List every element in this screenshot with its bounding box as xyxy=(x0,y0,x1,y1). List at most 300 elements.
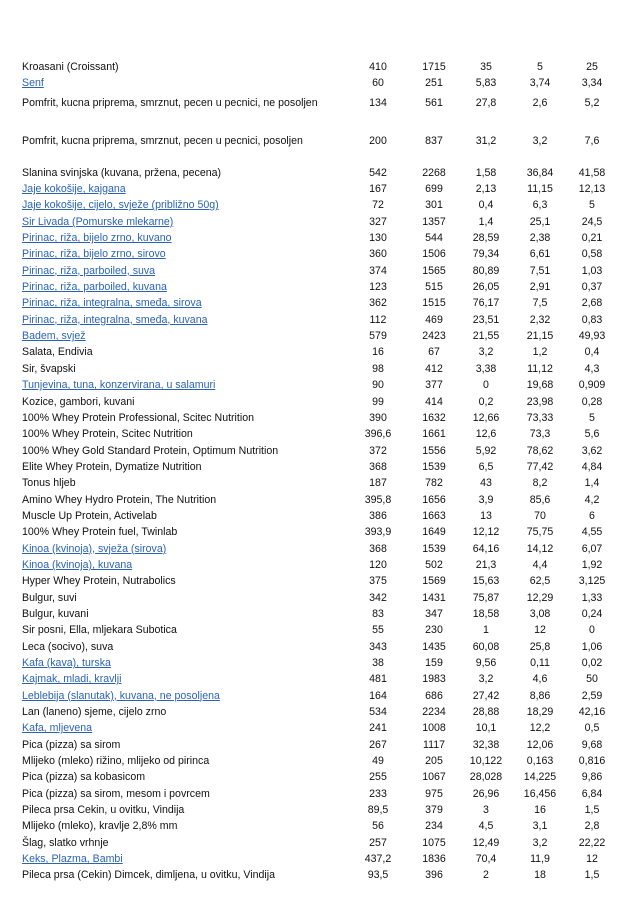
value-cell-col4: 2,6 xyxy=(532,96,548,109)
value-cell-col5: 9,86 xyxy=(581,771,603,784)
value-cell-col4: 19,68 xyxy=(526,379,554,392)
value-cell-col1: 374 xyxy=(369,264,387,277)
value-cell-col5: 9,68 xyxy=(581,738,603,751)
value-cell-col4: 3,08 xyxy=(529,607,551,620)
value-cell-col5: 3,125 xyxy=(578,575,606,588)
food-name: Mlijeko (mleko), kravlje 2,8% mm xyxy=(22,820,178,833)
food-name: Sir posni, Ella, mljekara Subotica xyxy=(22,624,177,637)
value-cell-col2: 1663 xyxy=(422,509,446,522)
value-cell-col2: 301 xyxy=(425,199,443,212)
value-cell-col1: 98 xyxy=(372,362,384,375)
value-cell-col2: 1515 xyxy=(422,297,446,310)
value-cell-col1: 534 xyxy=(369,706,387,719)
value-cell-col3: 0 xyxy=(483,379,489,392)
table-row xyxy=(22,197,614,213)
value-cell-col4: 0,163 xyxy=(526,755,554,768)
value-cell-col1: 241 xyxy=(369,722,387,735)
food-name-link[interactable]: Jaje kokošije, kajgana xyxy=(22,183,126,196)
table-row xyxy=(22,328,614,344)
table-row xyxy=(22,361,614,377)
value-cell-col4: 12,2 xyxy=(529,722,551,735)
value-cell-col3: 13 xyxy=(480,509,492,522)
value-cell-col4: 4,4 xyxy=(532,558,548,571)
value-cell-col5: 0,4 xyxy=(584,346,600,359)
table-row xyxy=(22,671,614,687)
value-cell-col4: 6,3 xyxy=(532,199,548,212)
value-cell-col2: 1569 xyxy=(422,575,446,588)
value-cell-col5: 4,84 xyxy=(581,460,603,473)
food-name-link[interactable]: Keks, Plazma, Bambi xyxy=(22,853,123,866)
value-cell-col3: 1 xyxy=(483,624,489,637)
table-row xyxy=(22,214,614,230)
value-cell-col2: 67 xyxy=(428,346,440,359)
table-row xyxy=(22,606,614,622)
table-row xyxy=(22,410,614,426)
food-name: Pica (pizza) sa sirom xyxy=(22,738,121,751)
value-cell-col2: 782 xyxy=(425,477,443,490)
value-cell-col5: 0,24 xyxy=(581,607,603,620)
food-name-link[interactable]: Pirinac, riža, bijelo zrno, kuvano xyxy=(22,232,172,245)
value-cell-col1: 89,5 xyxy=(367,804,389,817)
food-name: Elite Whey Protein, Dymatize Nutrition xyxy=(22,460,202,473)
value-cell-col5: 5 xyxy=(589,411,595,424)
table-row xyxy=(22,181,614,197)
food-name: Bulgur, suvi xyxy=(22,591,77,604)
value-cell-col4: 25,8 xyxy=(529,640,551,653)
value-cell-col3: 28,88 xyxy=(472,706,500,719)
food-name: Bulgur, kuvani xyxy=(22,607,89,620)
table-row xyxy=(22,443,614,459)
table-row xyxy=(22,737,614,753)
value-cell-col1: 267 xyxy=(369,738,387,751)
value-cell-col3: 1,58 xyxy=(475,166,497,179)
table-row xyxy=(22,590,614,606)
table-row xyxy=(22,295,614,311)
value-cell-col3: 6,5 xyxy=(478,460,494,473)
value-cell-col3: 80,89 xyxy=(472,264,500,277)
value-cell-col5: 50 xyxy=(586,673,598,686)
value-cell-col2: 1506 xyxy=(422,248,446,261)
value-cell-col2: 686 xyxy=(425,689,443,702)
value-cell-col3: 31,2 xyxy=(475,134,497,147)
food-name: Pica (pizza) sa kobasicom xyxy=(22,771,146,784)
value-cell-col3: 3,38 xyxy=(475,362,497,375)
value-cell-col1: 395,8 xyxy=(364,493,392,506)
value-cell-col2: 1008 xyxy=(422,722,446,735)
value-cell-col4: 3,2 xyxy=(532,836,548,849)
table-row xyxy=(22,786,614,802)
value-cell-col1: 120 xyxy=(369,558,387,571)
value-cell-col5: 4,55 xyxy=(581,526,603,539)
table-row xyxy=(22,704,614,720)
value-cell-col4: 7,51 xyxy=(529,264,551,277)
food-name-link[interactable]: Pirinac, riža, integralna, smeđa, kuvana xyxy=(22,313,208,326)
value-cell-col2: 975 xyxy=(425,787,443,800)
value-cell-col4: 73,33 xyxy=(526,411,554,424)
value-cell-col3: 12,66 xyxy=(472,411,500,424)
value-cell-col5: 4,2 xyxy=(584,493,600,506)
value-cell-col4: 11,15 xyxy=(527,183,553,196)
value-cell-col1: 60 xyxy=(372,77,384,90)
value-cell-col4: 8,2 xyxy=(532,477,548,490)
food-name-link[interactable]: Jaje kokošije, cijelo, svježe (približno 50g) xyxy=(22,199,219,212)
value-cell-col1: 257 xyxy=(369,836,387,849)
value-cell-col5: 42,16 xyxy=(578,706,606,719)
value-cell-col3: 2 xyxy=(483,869,489,882)
table-row xyxy=(22,835,614,851)
value-cell-col3: 5,83 xyxy=(475,77,497,90)
value-cell-col3: 28,028 xyxy=(469,771,503,784)
value-cell-col2: 414 xyxy=(425,395,443,408)
food-name-link[interactable]: Badem, svjež xyxy=(22,330,86,343)
value-cell-col1: 56 xyxy=(372,820,384,833)
value-cell-col5: 6 xyxy=(589,509,595,522)
value-cell-col2: 205 xyxy=(425,755,443,768)
table-row xyxy=(22,622,614,638)
food-name-link[interactable]: Kinoa (kvinoja), kuvana xyxy=(22,558,133,571)
table-row xyxy=(22,165,614,181)
value-cell-col5: 0,5 xyxy=(584,722,600,735)
table-row xyxy=(22,475,614,491)
value-cell-col5: 2,68 xyxy=(581,297,603,310)
value-cell-col5: 2,8 xyxy=(584,820,600,833)
value-cell-col1: 255 xyxy=(369,771,387,784)
value-cell-col4: 16 xyxy=(534,804,546,817)
value-cell-col2: 2234 xyxy=(422,706,446,719)
value-cell-col2: 1836 xyxy=(422,853,446,866)
table-row xyxy=(22,524,614,540)
value-cell-col4: 14,225 xyxy=(523,771,557,784)
food-name: Muscle Up Protein, Activelab xyxy=(22,509,157,522)
value-cell-col3: 43 xyxy=(480,477,492,490)
food-name: 100% Whey Gold Standard Protein, Optimum Nutrition xyxy=(22,444,279,457)
value-cell-col2: 544 xyxy=(425,232,443,245)
value-cell-col4: 11,12 xyxy=(527,362,553,375)
table-row xyxy=(22,394,614,410)
value-cell-col5: 6,84 xyxy=(581,787,603,800)
value-cell-col2: 2268 xyxy=(422,166,446,179)
value-cell-col2: 1539 xyxy=(422,542,446,555)
table-row xyxy=(22,59,614,75)
value-cell-col4: 77,42 xyxy=(526,460,554,473)
value-cell-col4: 1,2 xyxy=(532,346,548,359)
value-cell-col3: 10,122 xyxy=(469,755,503,768)
value-cell-col5: 0,83 xyxy=(581,313,603,326)
value-cell-col5: 1,06 xyxy=(581,640,603,653)
value-cell-col2: 230 xyxy=(425,624,443,637)
value-cell-col3: 75,87 xyxy=(472,591,500,604)
value-cell-col3: 21,55 xyxy=(472,330,500,343)
food-name-link[interactable]: Kafa, mljevena xyxy=(22,722,93,735)
value-cell-col3: 64,16 xyxy=(472,542,500,555)
value-cell-col1: 167 xyxy=(369,183,387,196)
value-cell-col1: 164 xyxy=(369,689,387,702)
table-row xyxy=(22,720,614,736)
table-row xyxy=(22,639,614,655)
value-cell-col1: 386 xyxy=(369,509,387,522)
value-cell-col1: 130 xyxy=(369,232,387,245)
value-cell-col5: 1,5 xyxy=(584,869,600,882)
food-name-link[interactable]: Pirinac, riža, bijelo zrno, sirovo xyxy=(22,248,166,261)
value-cell-col5: 2,59 xyxy=(581,689,603,702)
value-cell-col5: 0,909 xyxy=(578,379,606,392)
value-cell-col3: 3,2 xyxy=(478,673,494,686)
food-name-link[interactable]: Pirinac, riža, parboiled, suva xyxy=(22,264,156,277)
value-cell-col4: 78,62 xyxy=(526,444,554,457)
table-row xyxy=(22,92,614,130)
value-cell-col3: 35 xyxy=(480,61,492,73)
value-cell-col1: 390 xyxy=(369,411,387,424)
value-cell-col3: 26,96 xyxy=(472,787,500,800)
value-cell-col5: 1,5 xyxy=(584,804,600,817)
food-name: Hyper Whey Protein, Nutrabolics xyxy=(22,575,176,588)
value-cell-col1: 579 xyxy=(369,330,387,343)
table-row xyxy=(22,279,614,295)
value-cell-col2: 1357 xyxy=(422,215,446,228)
food-name: Leca (socivo), suva xyxy=(22,640,114,653)
value-cell-col3: 12,12 xyxy=(472,526,500,539)
value-cell-col2: 515 xyxy=(425,281,443,294)
food-name: Šlag, slatko vrhnje xyxy=(22,836,109,849)
table-row xyxy=(22,344,614,360)
value-cell-col3: 79,34 xyxy=(472,248,500,261)
value-cell-col1: 342 xyxy=(369,591,387,604)
value-cell-col1: 375 xyxy=(369,575,387,588)
table-row xyxy=(22,541,614,557)
value-cell-col2: 234 xyxy=(425,820,443,833)
value-cell-col4: 12,29 xyxy=(526,591,554,604)
value-cell-col2: 159 xyxy=(425,657,443,669)
value-cell-col2: 379 xyxy=(425,804,443,817)
value-cell-col1: 93,5 xyxy=(367,869,389,882)
food-name: 100% Whey Protein Professional, Scitec Nutrition xyxy=(22,411,254,424)
table-row xyxy=(22,459,614,475)
value-cell-col1: 481 xyxy=(369,673,387,686)
value-cell-col3: 60,08 xyxy=(472,640,500,653)
value-cell-col1: 343 xyxy=(369,640,387,653)
table-row xyxy=(22,263,614,279)
value-cell-col4: 25,1 xyxy=(529,215,551,228)
table-row xyxy=(22,377,614,393)
food-name: Amino Whey Hydro Protein, The Nutrition xyxy=(22,493,217,506)
value-cell-col5: 0,37 xyxy=(581,281,603,294)
value-cell-col1: 410 xyxy=(369,61,387,73)
value-cell-col5: 0,02 xyxy=(581,657,603,669)
value-cell-col4: 6,61 xyxy=(529,248,551,261)
food-name-link[interactable]: Tunjevina, tuna, konzervirana, u salamuri xyxy=(22,379,216,392)
value-cell-col2: 396 xyxy=(425,869,443,882)
value-cell-col4: 36,84 xyxy=(526,166,554,179)
value-cell-col1: 83 xyxy=(372,607,384,620)
table-row xyxy=(22,492,614,508)
value-cell-col2: 1431 xyxy=(422,591,446,604)
value-cell-col2: 1649 xyxy=(422,526,446,539)
value-cell-col2: 1715 xyxy=(422,61,446,73)
value-cell-col1: 437,2 xyxy=(364,853,392,866)
table-row xyxy=(22,312,614,328)
value-cell-col1: 55 xyxy=(372,624,384,637)
value-cell-col1: 112 xyxy=(369,313,387,326)
value-cell-col3: 21,3 xyxy=(475,558,497,571)
value-cell-col2: 1656 xyxy=(422,493,446,506)
value-cell-col5: 3,62 xyxy=(581,444,603,457)
value-cell-col3: 9,56 xyxy=(475,657,497,669)
value-cell-col4: 18 xyxy=(534,869,546,882)
value-cell-col2: 561 xyxy=(425,96,443,109)
value-cell-col3: 23,51 xyxy=(472,313,500,326)
value-cell-col1: 362 xyxy=(369,297,387,310)
value-cell-col3: 2,13 xyxy=(475,183,497,196)
value-cell-col1: 90 xyxy=(372,379,384,392)
value-cell-col4: 18,29 xyxy=(526,706,554,719)
food-name: Salata, Endivia xyxy=(22,346,93,359)
value-cell-col1: 200 xyxy=(369,134,387,147)
value-cell-col3: 27,8 xyxy=(475,96,497,109)
value-cell-col1: 99 xyxy=(372,395,384,408)
table-row xyxy=(22,818,614,834)
value-cell-col3: 3,2 xyxy=(478,346,494,359)
food-name-link[interactable]: Pirinac, riža, integralna, smeđa, sirova xyxy=(22,297,202,310)
value-cell-col3: 12,49 xyxy=(472,836,500,849)
value-cell-col1: 368 xyxy=(369,542,387,555)
value-cell-col4: 0,11 xyxy=(530,657,550,669)
value-cell-col1: 393,9 xyxy=(364,526,392,539)
value-cell-col5: 41,58 xyxy=(578,166,606,179)
table-row xyxy=(22,557,614,573)
value-cell-col3: 15,63 xyxy=(472,575,500,588)
value-cell-col5: 0,816 xyxy=(578,755,606,768)
food-name: Pica (pizza) sa sirom, mesom i povrcem xyxy=(22,787,210,800)
value-cell-col4: 21,15 xyxy=(526,330,554,343)
value-cell-col2: 1983 xyxy=(422,673,446,686)
value-cell-col4: 3,74 xyxy=(529,77,551,90)
food-name-link[interactable]: Kafa (kava), turska xyxy=(22,657,111,669)
value-cell-col5: 0 xyxy=(589,624,595,637)
table-row xyxy=(22,426,614,442)
value-cell-col5: 7,6 xyxy=(584,134,600,147)
food-name: Kroasani (Croissant) xyxy=(22,61,119,73)
value-cell-col4: 23,98 xyxy=(526,395,554,408)
value-cell-col1: 368 xyxy=(369,460,387,473)
value-cell-col3: 27,42 xyxy=(472,689,500,702)
value-cell-col3: 5,92 xyxy=(475,444,497,457)
value-cell-col5: 24,5 xyxy=(581,215,603,228)
value-cell-col3: 28,59 xyxy=(472,232,500,245)
value-cell-col5: 5,6 xyxy=(584,428,600,441)
table-row xyxy=(22,130,614,165)
table-row xyxy=(22,508,614,524)
food-name-link[interactable]: Kajmak, mladi, kravlji xyxy=(22,673,122,686)
table-row xyxy=(22,867,614,883)
value-cell-col5: 4,3 xyxy=(584,362,600,375)
value-cell-col2: 1565 xyxy=(422,264,446,277)
value-cell-col1: 16 xyxy=(372,346,384,359)
value-cell-col4: 12,06 xyxy=(526,738,554,751)
value-cell-col4: 11,9 xyxy=(530,853,550,866)
value-cell-col2: 1435 xyxy=(422,640,446,653)
value-cell-col3: 76,17 xyxy=(472,297,500,310)
food-name-link[interactable]: Kinoa (kvinoja), svježa (sirova) xyxy=(22,542,167,555)
food-name: Pileca prsa (Cekin) Dimcek, dimljena, u ovitku, Vindija xyxy=(22,869,275,882)
value-cell-col2: 1075 xyxy=(422,836,446,849)
value-cell-col4: 8,86 xyxy=(529,689,551,702)
table-row xyxy=(22,688,614,704)
value-cell-col1: 134 xyxy=(369,96,387,109)
value-cell-col1: 38 xyxy=(372,657,384,669)
value-cell-col1: 72 xyxy=(372,199,384,212)
value-cell-col5: 12,13 xyxy=(578,183,606,196)
value-cell-col2: 251 xyxy=(425,77,443,90)
value-cell-col3: 32,38 xyxy=(472,738,500,751)
value-cell-col1: 187 xyxy=(369,477,387,490)
value-cell-col4: 73,3 xyxy=(529,428,551,441)
value-cell-col2: 347 xyxy=(425,607,443,620)
value-cell-col4: 12 xyxy=(534,624,546,637)
value-cell-col1: 372 xyxy=(369,444,387,457)
food-name-link[interactable]: Sir Livada (Pomurske mlekarne) xyxy=(22,215,174,228)
value-cell-col4: 70 xyxy=(534,509,546,522)
value-cell-col5: 22,22 xyxy=(578,836,606,849)
value-cell-col5: 49,93 xyxy=(578,330,606,343)
value-cell-col4: 14,12 xyxy=(526,542,554,555)
value-cell-col1: 327 xyxy=(369,215,387,228)
value-cell-col4: 85,6 xyxy=(529,493,551,506)
value-cell-col5: 6,07 xyxy=(581,542,603,555)
value-cell-col2: 699 xyxy=(425,183,443,196)
value-cell-col3: 18,58 xyxy=(472,607,500,620)
food-name: 100% Whey Protein fuel, Twinlab xyxy=(22,526,178,539)
value-cell-col4: 7,5 xyxy=(532,297,548,310)
value-cell-col4: 16,456 xyxy=(523,787,557,800)
value-cell-col4: 2,32 xyxy=(529,313,551,326)
food-name: Slanina svinjska (kuvana, pržena, pecena) xyxy=(22,166,222,179)
value-cell-col5: 0,28 xyxy=(581,395,603,408)
value-cell-col3: 0,2 xyxy=(478,395,494,408)
food-name: Tonus hljeb xyxy=(22,477,76,490)
value-cell-col1: 233 xyxy=(369,787,387,800)
value-cell-col2: 1539 xyxy=(422,460,446,473)
food-name: Lan (laneno) sjeme, cijelo zrno xyxy=(22,706,167,719)
value-cell-col5: 1,4 xyxy=(584,477,600,490)
table-row xyxy=(22,573,614,589)
food-name-link[interactable]: Leblebija (slanutak), kuvana, ne posoljena xyxy=(22,689,220,702)
value-cell-col2: 1556 xyxy=(422,444,446,457)
table-row xyxy=(22,246,614,262)
table-row xyxy=(22,655,614,671)
value-cell-col5: 0,58 xyxy=(581,248,603,261)
value-cell-col2: 2423 xyxy=(422,330,446,343)
value-cell-col1: 396,6 xyxy=(364,428,392,441)
food-name-link[interactable]: Senf xyxy=(22,77,44,90)
food-name: Pileca prsa Cekin, u ovitku, Vindija xyxy=(22,804,185,817)
value-cell-col2: 1117 xyxy=(423,738,445,751)
value-cell-col1: 123 xyxy=(369,281,387,294)
value-cell-col5: 25 xyxy=(586,61,598,73)
value-cell-col5: 5,2 xyxy=(584,96,600,109)
nutrition-table xyxy=(22,59,614,884)
value-cell-col1: 49 xyxy=(372,755,384,768)
food-name: Sir, švapski xyxy=(22,362,76,375)
food-name: 100% Whey Protein, Scitec Nutrition xyxy=(22,428,193,441)
value-cell-col4: 3,2 xyxy=(532,134,548,147)
value-cell-col4: 5 xyxy=(537,61,543,73)
table-row xyxy=(22,753,614,769)
value-cell-col3: 10,1 xyxy=(475,722,497,735)
food-name-link[interactable]: Pirinac, riža, parboiled, kuvana xyxy=(22,281,167,294)
table-row xyxy=(22,230,614,246)
value-cell-col4: 3,1 xyxy=(532,820,548,833)
value-cell-col4: 75,75 xyxy=(526,526,554,539)
